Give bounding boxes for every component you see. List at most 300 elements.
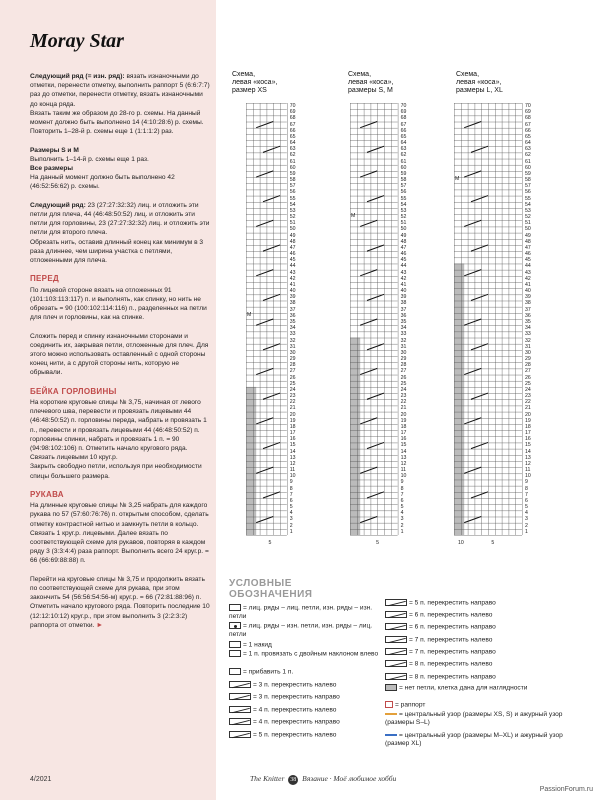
- watermark: PassionForum.ru: [539, 786, 593, 793]
- row-number: 9: [525, 479, 528, 486]
- row-number: 22: [289, 399, 296, 406]
- row-number: 40: [400, 288, 407, 295]
- paragraph: На длинные круговые спицы № 3,25 набрать для каждого рукава по 57 (57:60:76:76) п. открытым способом, сделать отметку контрастной нитью и замкнуть петли в кольцо. Связать 1 круг.р. лицевыми. Далее вязать по соответствующей схеме для рукавов, повторяя в каждом ряду 3 (3:3:4:4) раза раппорт. Выполнить всего 24 круг.р. = 66 (66:69:88:88) п.: [30, 502, 209, 565]
- line1-icon: [385, 713, 397, 715]
- row-number: 51: [525, 220, 531, 227]
- row-number: 18: [525, 423, 531, 430]
- row-number: 68: [289, 115, 296, 122]
- row-number: 30: [289, 349, 296, 356]
- row-number: 63: [289, 146, 296, 153]
- legend-item: [385, 684, 585, 693]
- cable-icon: [385, 611, 407, 618]
- row-number: 52: [525, 214, 531, 221]
- legend-text: = 5 п. перекрестить налево: [253, 731, 337, 739]
- row-number: 54: [289, 201, 296, 208]
- row-number: 57: [400, 183, 407, 190]
- row-number: 56: [400, 189, 407, 196]
- legend-item: [229, 622, 379, 639]
- row-number: 54: [525, 201, 531, 208]
- row-number: 65: [400, 133, 407, 140]
- legend-item: [229, 731, 379, 740]
- row-number: 59: [525, 170, 531, 177]
- column-number: 5: [491, 540, 495, 546]
- marker-label: M: [455, 176, 460, 183]
- legend-item: [385, 599, 585, 608]
- row-number: 21: [525, 405, 531, 412]
- row-number: 43: [525, 269, 531, 276]
- row-number: 11: [400, 467, 406, 474]
- row-number: 47: [289, 244, 296, 251]
- row-number: 22: [400, 399, 407, 406]
- row-number: 1: [525, 528, 528, 535]
- row-number: 7: [525, 491, 528, 498]
- marker-label: M: [247, 311, 252, 318]
- page-number: 38: [290, 777, 297, 783]
- legend-title: УСЛОВНЫЕ ОБОЗНАЧЕНИЯ: [229, 578, 313, 600]
- row-number: 8: [289, 485, 293, 492]
- row-number: 52: [289, 214, 296, 221]
- cable-icon: [385, 673, 407, 680]
- row-number: 2: [525, 522, 528, 529]
- row-number: 34: [400, 325, 407, 332]
- row-number: 43: [289, 269, 296, 276]
- instructions-column: [30, 72, 210, 639]
- row-number: 4: [289, 510, 293, 517]
- row-number: 5: [525, 504, 528, 511]
- row-number: 65: [289, 133, 296, 140]
- row-number: 3: [525, 516, 528, 523]
- row-number: 70: [289, 103, 296, 109]
- row-number: 42: [289, 275, 296, 282]
- row-number: 55: [525, 195, 531, 202]
- row-number: 8: [400, 485, 404, 492]
- row-number: 39: [289, 294, 296, 301]
- row-number: 37: [400, 306, 407, 313]
- row-number: 12: [289, 460, 296, 467]
- legend-text: = 1 накид: [243, 641, 272, 649]
- legend-text: = 4 п. перекрестить направо: [253, 718, 340, 726]
- legend-text: = раппорт: [395, 701, 426, 709]
- gray-icon: [385, 684, 397, 691]
- row-number: 58: [525, 177, 531, 184]
- row-number: 27: [525, 368, 531, 375]
- row-number: 14: [289, 448, 296, 455]
- row-number: 14: [525, 448, 531, 455]
- row-number: 36: [525, 312, 531, 319]
- legend-text: = центральный узор (размеры XS, S) и ажурный узор (размеры S–L): [385, 711, 563, 727]
- row-number: 13: [289, 454, 296, 461]
- row-number: 35: [289, 319, 296, 325]
- row-number: 26: [525, 374, 531, 381]
- row-number: 16: [289, 436, 296, 443]
- row-number: 25: [525, 380, 531, 387]
- row-number: 19: [289, 417, 296, 424]
- legend-text: = 6 п. перекрестить налево: [409, 611, 493, 619]
- row-number: 42: [400, 275, 407, 282]
- knitting-chart-grid: [246, 103, 288, 536]
- row-number: 49: [400, 232, 407, 239]
- row-number: 17: [525, 430, 531, 437]
- row-number: 38: [525, 300, 531, 307]
- row-number: 57: [289, 183, 296, 190]
- knitting-chart-grid: [350, 103, 399, 536]
- paragraph: По лицевой стороне вязать на отложенных 91 (101:103:113:117) п. и выполнять, как спинку, но нить не обрезать = 90 (100:102:114:116) п., разделенных на петли для плеч и горловины, как на спинке.: [30, 286, 207, 322]
- legend-item: [385, 636, 585, 645]
- row-number: 33: [525, 331, 531, 338]
- chart-title: Схема, левая «коса», размер XS: [232, 71, 278, 94]
- row-number: 35: [400, 319, 407, 325]
- legend-text: = нет петли, клетка дана для наглядности: [399, 684, 528, 692]
- row-number: 9: [289, 479, 293, 486]
- row-number: 14: [400, 448, 407, 455]
- chart-title: Схема, левая «коса», размеры S, M: [348, 71, 394, 94]
- legend-text: = лиц. ряды – лиц. петли, изн. ряды – изн. петли: [229, 604, 373, 620]
- row-number: 56: [525, 189, 531, 196]
- row-number: 39: [400, 294, 407, 301]
- row-number: 61: [525, 158, 531, 165]
- row-number: 19: [525, 417, 531, 424]
- row-number: 60: [525, 164, 531, 171]
- row-number: 55: [400, 195, 407, 202]
- cable-icon: [385, 623, 407, 630]
- row-number: 10: [289, 473, 296, 480]
- row-number: 23: [289, 393, 296, 400]
- row-number: 65: [525, 133, 531, 140]
- row-number: 34: [525, 325, 531, 332]
- row-number: 32: [289, 337, 296, 344]
- row-number: 48: [525, 238, 531, 245]
- row-number: 11: [525, 467, 531, 474]
- row-number: 17: [400, 430, 407, 437]
- row-number: 4: [400, 510, 404, 517]
- paragraph: Перейти на круговые спицы № 3,75 и продолжить вязать по соответствующей схеме для рукава, при этом закончить 54 (56:56:54:56-м) круг.р. = 66 (72:81:88:96) п. Отметить начало кругового ряда. Повторить последние 10 (12:12:10:12) круг.р., при этом выполнить 3 (2:2:3:2) раппорта от отметки. ►: [30, 575, 210, 629]
- row-number: 20: [289, 411, 296, 418]
- row-number: 41: [289, 281, 296, 288]
- paragraph: На короткие круговые спицы № 3,75, начиная от левого плечевого шва, перевести и провязать лицевыми 44 (46:48:50:52) п. горловины переда, набрать и провязать 1 п., перевести и провязать лицевыми 44 (46:48:50:52) п. горловины спинки, набрать и провязать 1 п. = 90 (94:98:102:106) п. Отметить начало кругового ряда. Связать лицевыми 10 круг.р. Закрыть свободно петли, используя при необходимости спицы большего размера.: [30, 399, 207, 480]
- row-number: 1: [289, 528, 293, 535]
- purl-icon: [229, 622, 241, 629]
- legend-text: = 5 п. перекрестить направо: [409, 599, 496, 607]
- row-number: 34: [289, 325, 296, 332]
- row-number: 7: [289, 491, 293, 498]
- row-number: 44: [400, 263, 407, 270]
- row-number: 70: [525, 103, 531, 109]
- row-number: 55: [289, 195, 296, 202]
- paragraph: Сложить перед и спинку изнаночными сторонами и соединить их, закрывая петли, отложенные для плеч. Для этого можно использовать оставленный с одной стороны конец нити, а с другой стороны нить, которую не обрывали.: [30, 332, 209, 377]
- legend-text: = 7 п. перекрестить налево: [409, 636, 493, 644]
- row-number: 61: [289, 158, 296, 165]
- plain-icon: [229, 668, 241, 675]
- row-number: 25: [400, 380, 407, 387]
- row-number: 44: [525, 263, 531, 270]
- row-number: 25: [289, 380, 296, 387]
- row-number: 11: [289, 467, 296, 474]
- row-number: 66: [525, 127, 531, 134]
- row-number: 21: [289, 405, 296, 412]
- row-number: 18: [289, 423, 296, 430]
- row-number: 13: [400, 454, 407, 461]
- row-number: 50: [289, 226, 296, 233]
- row-number: 31: [289, 343, 296, 350]
- repeat-icon: [385, 701, 393, 708]
- cable-icon: [229, 681, 251, 688]
- cable-icon: [385, 660, 407, 667]
- section-heading-front: ПЕРЕД: [30, 274, 59, 284]
- row-number: 53: [525, 207, 531, 214]
- legend-item: [229, 604, 379, 621]
- line2-icon: [385, 734, 397, 736]
- row-number: 27: [400, 368, 407, 375]
- row-number: 64: [525, 140, 531, 147]
- row-number: 54: [400, 201, 407, 208]
- row-number: 61: [400, 158, 407, 165]
- row-number: 48: [289, 238, 296, 245]
- row-number: 46: [289, 251, 296, 258]
- marker-label: M: [351, 213, 356, 220]
- row-number: 40: [289, 288, 296, 295]
- row-number: 4: [525, 510, 528, 517]
- row-number: 45: [400, 257, 407, 264]
- row-number: 67: [289, 121, 296, 128]
- row-number: 51: [400, 220, 407, 227]
- row-number: 62: [400, 152, 407, 159]
- row-number: 21: [400, 405, 407, 412]
- row-number: 64: [289, 140, 296, 147]
- legend-text: = 3 п. перекрестить налево: [253, 681, 337, 689]
- row-number: 46: [400, 251, 407, 258]
- legend-text: = центральный узор (размеры M–XL) и ажурный узор (размер XL): [385, 732, 563, 748]
- row-number: 15: [289, 442, 296, 449]
- row-number: 44: [289, 263, 296, 270]
- legend-item: [229, 668, 379, 677]
- row-number: 67: [525, 121, 531, 128]
- row-number: 23: [400, 393, 407, 400]
- row-number: 15: [400, 442, 407, 449]
- row-number: 47: [525, 244, 531, 251]
- row-number: 32: [525, 337, 531, 344]
- continue-arrow-icon: ►: [96, 621, 104, 629]
- row-number: 2: [289, 522, 293, 529]
- plain-icon: [229, 604, 241, 611]
- row-number: 24: [289, 386, 296, 393]
- row-number: 3: [289, 516, 293, 523]
- legend-text: = 6 п. перекрестить направо: [409, 623, 496, 631]
- row-number: 59: [400, 170, 407, 177]
- row-number: 29: [400, 356, 407, 363]
- legend-text: = 3 п. перекрестить направо: [253, 693, 340, 701]
- legend-item: [385, 711, 585, 728]
- cable-icon: [385, 636, 407, 643]
- row-number: 33: [400, 331, 407, 338]
- row-number: 20: [525, 411, 531, 418]
- row-number: 70: [400, 103, 407, 109]
- row-number: 5: [400, 504, 404, 511]
- row-number: 28: [289, 362, 296, 369]
- row-number: 63: [525, 146, 531, 153]
- row-number: 52: [400, 214, 407, 221]
- cable-icon: [385, 648, 407, 655]
- legend-item: [385, 648, 585, 657]
- row-number: 6: [289, 497, 293, 504]
- row-number: 60: [400, 164, 407, 171]
- row-number: 29: [289, 356, 296, 363]
- cable-icon: [229, 693, 251, 700]
- row-number: 49: [289, 232, 296, 239]
- chart-title: Схема, левая «коса», размеры L, XL: [456, 71, 503, 94]
- paragraph: Следующий ряд: 23 (27:27:32:32) лиц. и отложить эти петли для плеча, 44 (46:48:50:52) лиц. и отложить эти петли для горловины, 23 (27:27:32:32) лиц. и отложить эти петли для второго плеча. Обрезать нить, оставив длинный конец как минимум в 3 раза длиннее, чем ширина участка с петлями, отложенными для плеча.: [30, 201, 210, 265]
- row-number: 9: [400, 479, 404, 486]
- legend-text: = 1 п. провязать с двойным наклоном влево: [243, 650, 379, 658]
- plain-icon: [229, 650, 241, 657]
- row-number: 53: [400, 207, 407, 214]
- legend-text: = 8 п. перекрестить направо: [409, 673, 496, 681]
- row-number: 67: [400, 121, 407, 128]
- row-number: 50: [525, 226, 531, 233]
- footer-date: 4/2021: [30, 776, 52, 783]
- row-number: 62: [289, 152, 296, 159]
- row-number: 37: [525, 306, 531, 313]
- row-number: 5: [289, 504, 293, 511]
- legend-item: [385, 611, 585, 620]
- row-number: 45: [289, 257, 296, 264]
- row-number: 35: [525, 319, 531, 325]
- row-number: 43: [400, 269, 407, 276]
- legend-item: [229, 641, 379, 650]
- row-number: 27: [289, 368, 296, 375]
- row-number: 13: [525, 454, 531, 461]
- row-number: 62: [525, 152, 531, 159]
- row-number: 7: [400, 491, 404, 498]
- row-number: 10: [525, 473, 531, 480]
- paragraph: Следующий ряд (= изн. ряд): вязать изнаночными до отметки, перенести отметку, выполнить раппорт 5 (6:6:7:7) раз до отметки, перенести отметку, вязать изнаночными до конца ряда. Вязать таким же образом до 28-го р. схемы. На данный момент должно быть выполнено 14 (4:10:28:6) р. схемы. Повторить 1–28-й р. схемы еще 1 (1:1:1:2) раз.: [30, 73, 210, 136]
- legend-text: = прибавить 1 п.: [243, 668, 294, 676]
- row-number: 38: [400, 300, 407, 307]
- legend-item: [229, 681, 379, 690]
- row-number: 20: [400, 411, 407, 418]
- row-number: 36: [400, 312, 407, 319]
- row-number: 16: [525, 436, 531, 443]
- paragraph: Размеры S и M Выполнить 1–14-й р. схемы еще 1 раз. Все размеры На данный момент должно быть выполнено 42 (46:52:56:62) р. схемы.: [30, 146, 175, 191]
- row-number: 69: [400, 109, 407, 116]
- legend-item: [229, 718, 379, 727]
- row-number: 18: [400, 423, 407, 430]
- row-number: 15: [525, 442, 531, 449]
- row-number: 33: [289, 331, 296, 338]
- row-number: 46: [525, 251, 531, 258]
- row-number: 66: [400, 127, 407, 134]
- knitting-chart-grid: [454, 103, 523, 536]
- row-number: 50: [400, 226, 407, 233]
- row-number: 38: [289, 300, 296, 307]
- row-number: 16: [400, 436, 407, 443]
- row-number: 36: [289, 312, 296, 319]
- row-number: 69: [289, 109, 296, 116]
- row-number: 17: [289, 430, 296, 437]
- row-number: 6: [525, 497, 528, 504]
- row-number: 23: [525, 393, 531, 400]
- legend-item: [385, 701, 585, 710]
- legend-text: = 7 п. перекрестить направо: [409, 648, 496, 656]
- row-number: 29: [525, 356, 531, 363]
- row-number: 24: [525, 386, 531, 393]
- row-number: 10: [400, 473, 407, 480]
- row-number: 42: [525, 275, 531, 282]
- row-number: 37: [289, 306, 296, 313]
- row-number: 49: [525, 232, 531, 239]
- row-number: 41: [400, 281, 407, 288]
- row-number: 28: [400, 362, 407, 369]
- cable-icon: [229, 718, 251, 725]
- row-number: 28: [525, 362, 531, 369]
- row-number: 8: [525, 485, 528, 492]
- page-title: Moray Star: [30, 30, 124, 52]
- legend-item: [229, 650, 379, 659]
- row-number: 64: [400, 140, 407, 147]
- legend-item: [385, 623, 585, 632]
- legend-text: = лиц. ряды – изн. петли, изн. ряды – лиц. петли: [229, 622, 373, 638]
- footer-credits: The Knitter 38 Вязание · Моё любимое хобби: [250, 774, 397, 783]
- row-number: 59: [289, 170, 296, 177]
- section-heading-sleeves: РУКАВА: [30, 490, 64, 500]
- legend-item: [385, 673, 585, 682]
- legend-text: = 4 п. перекрестить налево: [253, 706, 337, 714]
- row-number: 63: [400, 146, 407, 153]
- row-number: 12: [525, 460, 531, 467]
- row-number: 51: [289, 220, 296, 227]
- row-number: 40: [525, 288, 531, 295]
- row-number: 47: [400, 244, 407, 251]
- row-number: 41: [525, 281, 531, 288]
- row-number: 66: [289, 127, 296, 134]
- row-number: 60: [289, 164, 296, 171]
- cable-icon: [385, 599, 407, 606]
- row-number: 32: [400, 337, 407, 344]
- row-number: 24: [400, 386, 407, 393]
- row-number: 39: [525, 294, 531, 301]
- row-number: 26: [400, 374, 407, 381]
- row-number: 58: [289, 177, 296, 184]
- row-number: 56: [289, 189, 296, 196]
- row-number: 69: [525, 109, 531, 116]
- row-number: 22: [525, 399, 531, 406]
- row-number: 30: [525, 349, 531, 356]
- row-number: 3: [400, 516, 404, 523]
- legend-item: [229, 706, 379, 715]
- row-number: 57: [525, 183, 531, 190]
- legend-item: [229, 693, 379, 702]
- row-number: 31: [400, 343, 407, 350]
- row-number: 1: [400, 528, 404, 535]
- row-number: 58: [400, 177, 407, 184]
- legend-item: [385, 660, 585, 669]
- column-number: 5: [376, 540, 380, 546]
- cable-icon: [229, 731, 251, 738]
- row-number: 68: [525, 115, 531, 122]
- row-number: 48: [400, 238, 407, 245]
- column-number: 5: [268, 540, 272, 546]
- row-number: 68: [400, 115, 407, 122]
- column-number: 10: [458, 540, 464, 546]
- plain-icon: [229, 641, 241, 648]
- row-number: 31: [525, 343, 531, 350]
- legend-text: = 8 п. перекрестить налево: [409, 660, 493, 668]
- cable-icon: [229, 706, 251, 713]
- row-number: 45: [525, 257, 531, 264]
- legend-item: [385, 732, 585, 749]
- row-number: 2: [400, 522, 404, 529]
- row-number: 53: [289, 207, 296, 214]
- row-number: 30: [400, 349, 407, 356]
